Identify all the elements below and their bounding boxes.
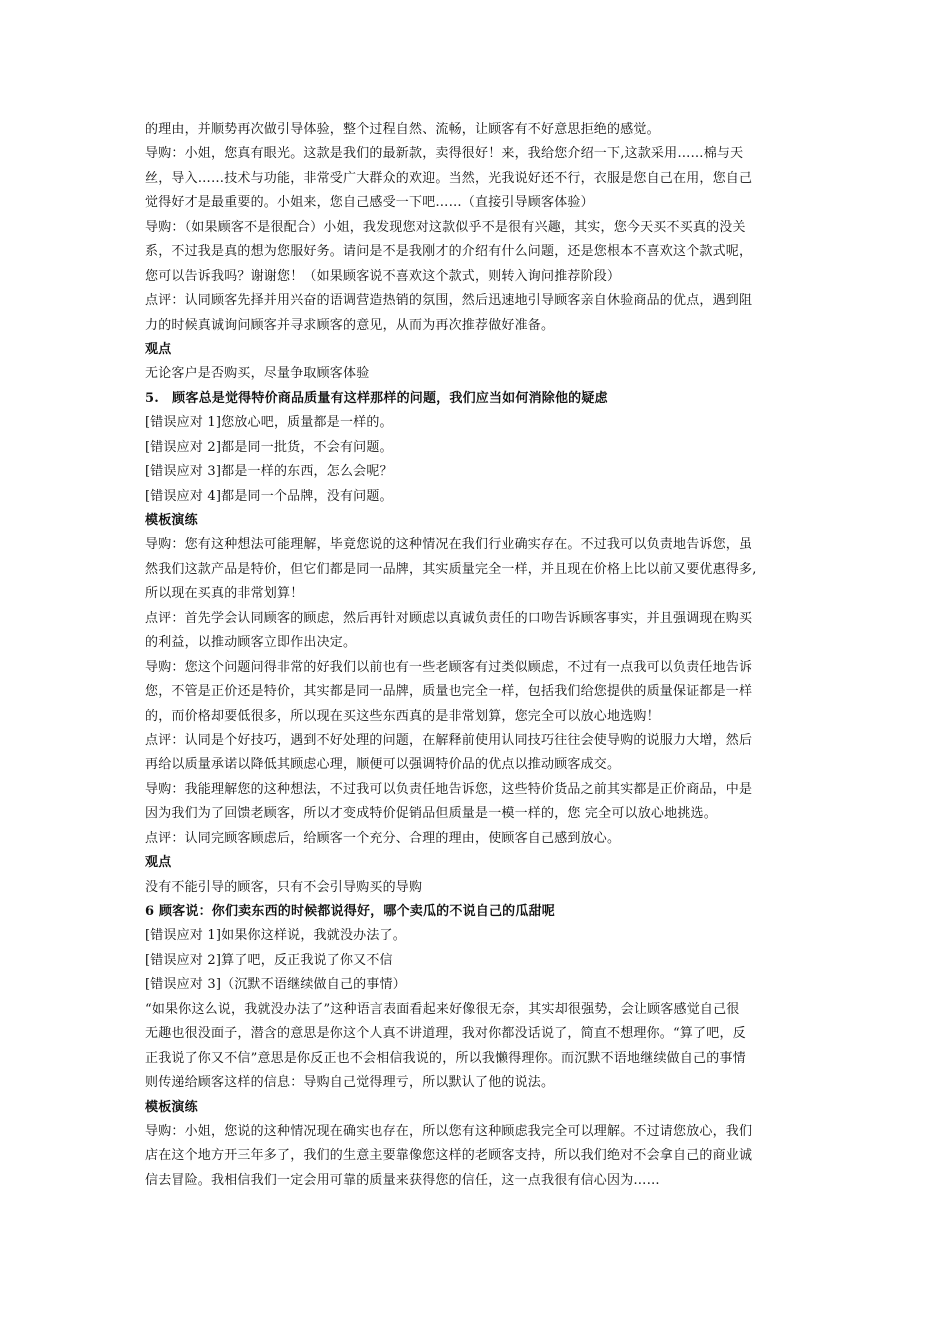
text-line: 的理由，并顺势再次做引导体验，整个过程自然、流畅，让顾客有不好意思拒绝的感觉。 <box>145 122 660 137</box>
section-heading: 观点 <box>145 855 172 871</box>
text-line: 点评：认同是个好技巧，遇到不好处理的问题，在解释前使用认同技巧往往会使导购的说服力大增，然后 <box>145 732 753 748</box>
text-line: 您，不管是正价还是特价，其实都是同一品牌，质量也完全一样，包括我们给您提供的质量保证都是一样 <box>145 684 753 700</box>
text-line: [错误应对 3]（沉默不语继续做自己的事情） <box>145 977 406 993</box>
text-line: 导购：小姐，您真有眼光。这款是我们的最新款，卖得很好！来，我给您介绍一下,这款采用……棉与天 <box>145 146 744 162</box>
text-line: 信去冒险。我相信我们一定会用可靠的质量来获得您的信任，这一点我很有信心因为…… <box>145 1172 660 1188</box>
section-heading: 模板演练 <box>145 1099 198 1115</box>
text-line: [错误应对 2]都是同一批货，不会有问题。 <box>145 439 393 455</box>
document-page <box>145 118 815 1193</box>
text-line: 所以现在买真的非常划算！ <box>145 586 304 602</box>
text-line: 无趣也很没面子，潜含的意思是你这个人真不讲道理，我对你都没话说了，简直不想理你。“算了吧，反 <box>145 1026 746 1042</box>
text-line: [错误应对 4]都是同一个品牌，没有问题。 <box>145 488 393 504</box>
text-line: 的，而价格却要低很多，所以现在买这些东西真的是非常划算，您完全可以放心地选购！ <box>145 708 660 724</box>
text-line: 觉得好才是最重要的。小姐来，您自己感受一下吧……（直接引导顾客体验） <box>145 195 594 211</box>
text-line: 店在这个地方开三年多了，我们的生意主要靠像您这样的老顾客支持，所以我们绝对不会拿自己的商业诚 <box>145 1148 753 1164</box>
text-line: 您可以告诉我吗？谢谢您！（如果顾客说不喜欢这个款式，则转入询问推荐阶段） <box>145 268 621 284</box>
text-line: [错误应对 1]您放心吧，质量都是一样的。 <box>145 415 393 431</box>
text-line: “如果你这么说，我就没办法了”这种语言表面看起来好像很无奈，其实却很强势，会让顾客感觉自己很 <box>145 1001 740 1017</box>
text-line: 点评：认同完顾客顾虑后，给顾客一个充分、合理的理由，使顾客自己感到放心。 <box>145 830 621 846</box>
section-heading: 模板演练 <box>145 513 198 528</box>
text-line: 没有不能引导的顾客，只有不会引导购买的导购 <box>145 879 423 895</box>
text-line: 力的时候真诚询问顾客并寻求顾客的意见，从而为再次推荐做好准备。 <box>145 317 555 333</box>
question-heading: 5. 顾客总是觉得特价商品质量有这样那样的问题，我们应当如何消除他的疑虑 <box>145 390 608 406</box>
text-line: 导购：我能理解您的这种想法，不过我可以负责任地告诉您，这些特价货品之前其实都是正价商品，中是 <box>145 781 753 797</box>
text-line: 再给以质量承诺以降低其顾虑心理，顺便可以强调特价品的优点以推动顾客成交。 <box>145 757 621 773</box>
text-line: 导购：（如果顾客不是很配合）小姐，我发现您对这款似乎不是很有兴趣，其实，您今天买不买真的没关 <box>145 219 746 235</box>
text-line: 导购：您这个问题问得非常的好我们以前也有一些老顾客有过类似顾虑，不过有一点我可以负责任地告诉 <box>145 659 753 675</box>
text-line: 正我说了你又不信”意思是你反正也不会相信我说的，所以我懒得理你。而沉默不语地继续做自己的事情 <box>145 1050 746 1066</box>
section-heading: 观点 <box>145 341 172 357</box>
text-line: 丝，导入……技术与功能，非常受广大群众的欢迎。当然，光我说好还不行，衣服是您自己在用，您自己 <box>145 170 753 186</box>
text-line: 因为我们为了回馈老顾客，所以才变成特价促销品但质量是一模一样的，您 完全可以放心地挑选。 <box>145 806 717 822</box>
text-line: 点评：认同顾客先择并用兴奋的语调营造热销的氛围，然后迅速地引导顾客亲自休验商品的优点，遇到阻 <box>145 293 753 309</box>
text-line: [错误应对 2]算了吧，反正我说了你又不信 <box>145 952 393 968</box>
text-line: [错误应对 3]都是一样的东西，怎么会呢？ <box>145 464 393 480</box>
text-line: [错误应对 1]如果你这样说，我就没办法了。 <box>145 928 406 944</box>
text-line: 点评：首先学会认同顾客的顾虑，然后再针对顾虑以真诚负责任的口吻告诉顾客事实，并且强调现在购买 <box>145 610 753 626</box>
text-line: 则传递给顾客这样的信息：导购自己觉得理亏，所以默认了他的说法。 <box>145 1075 555 1091</box>
text-line: 系，不过我是真的想为您服好务。请问是不是我刚才的介绍有什么问题，还是您根本不喜欢这个款式呢， <box>145 244 753 260</box>
text-line: 然我们这款产品是特价，但它们都是同一品牌，其实质量完全一样，并且现在价格上比以前又要优惠得多, <box>145 561 757 577</box>
text-line: 无论客户是否购买，尽量争取顾客体验 <box>145 366 370 382</box>
text-line: 导购：小姐，您说的这种情况现在确实也存在，所以您有这种顾虑我完全可以理解。不过请您放心，我们 <box>145 1123 753 1139</box>
question-heading: 6 顾客说：你们卖东西的时候都说得好，哪个卖瓜的不说自己的瓜甜呢 <box>145 904 555 919</box>
text-line: 的利益，以推动顾客立即作出决定。 <box>145 635 357 651</box>
text-line: 导购：您有这种想法可能理解，毕竟您说的这种情况在我们行业确实存在。不过我可以负责地告诉您，虽 <box>145 537 753 553</box>
